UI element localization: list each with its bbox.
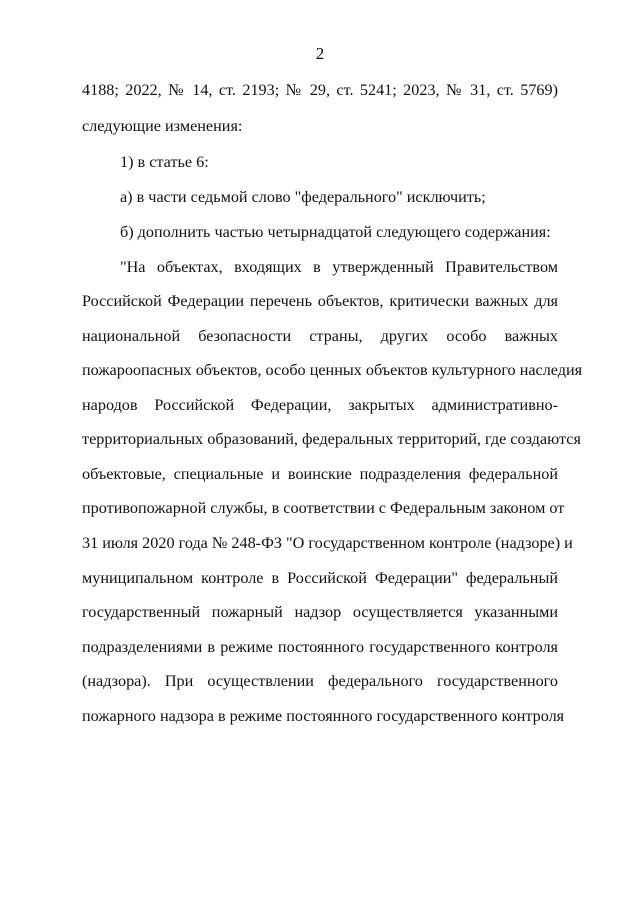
text-line: национальной безопасности страны, других особо важных	[82, 327, 558, 345]
text-line: а) в части седьмой слово "федерального" исключить;	[120, 188, 486, 206]
text-line: подразделениями в режиме постоянного государственного контроля	[82, 638, 558, 656]
text-line: (надзора). При осуществлении федерального государственного	[82, 672, 558, 690]
text-line: пожароопасных объектов, особо ценных объектов культурного наследия	[82, 361, 583, 379]
text-line: территориальных образований, федеральных территорий, где создаются	[82, 430, 581, 448]
text-line: противопожарной службы, в соответствии с Федеральным законом от	[82, 499, 565, 517]
text-line: народов Российской Федерации, закрытых административно-	[82, 396, 558, 414]
text-line: государственный пожарный надзор осуществляется указанными	[82, 603, 558, 621]
text-line: 1) в статье 6:	[120, 153, 209, 171]
text-line: следующие изменения:	[82, 117, 243, 135]
text-line: б) дополнить частью четырнадцатой следующего содержания:	[120, 223, 551, 241]
text-line: пожарного надзора в режиме постоянного государственного контроля	[82, 707, 565, 725]
text-line: 31 июля 2020 года № 248-ФЗ "О государственном контроле (надзоре) и	[82, 534, 573, 552]
text-line: "На объектах, входящих в утвержденный Правительством	[120, 258, 558, 276]
text-line: объектовые, специальные и воинские подразделения федеральной	[82, 465, 558, 483]
text-line: 4188; 2022, № 14, ст. 2193; № 29, ст. 5241; 2023, № 31, ст. 5769)	[82, 81, 558, 99]
text-line: муниципальном контроле в Российской Федерации" федеральный	[82, 569, 558, 587]
text-line: Российской Федерации перечень объектов, критически важных для	[82, 292, 558, 310]
page-number: 2	[315, 44, 325, 63]
